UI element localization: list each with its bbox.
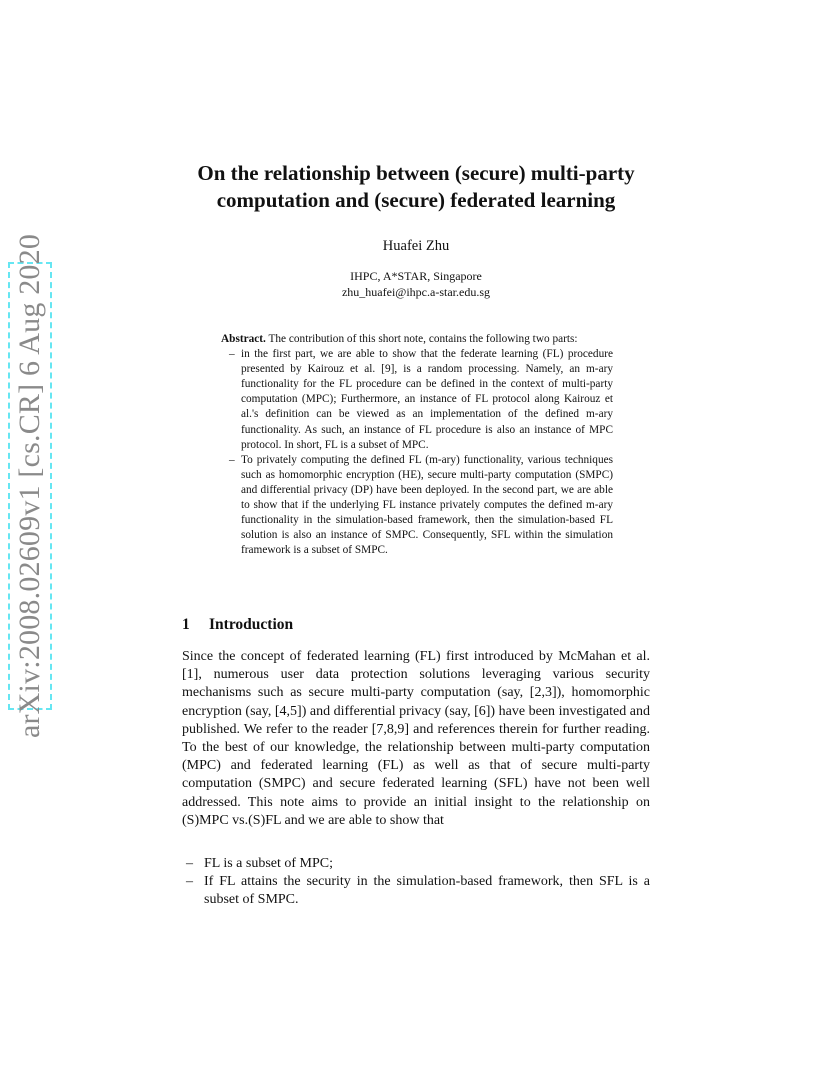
paper-title: On the relationship between (secure) multi-party computation and (secure) federated learning xyxy=(197,161,635,212)
affiliation: IHPC, A*STAR, Singapore xyxy=(350,269,482,283)
author-name: Huafei Zhu xyxy=(382,238,450,254)
contribution-text: FL is a subset of MPC; xyxy=(204,856,333,871)
dash-marker: – xyxy=(186,856,193,871)
abstract xyxy=(221,332,613,558)
arxiv-identifier[interactable]: arXiv:2008.02609v1 [cs.CR] 6 Aug 2020 xyxy=(13,233,46,739)
section-number: 1 xyxy=(182,616,190,633)
arxiv-stamp xyxy=(8,233,52,739)
dash-marker: – xyxy=(186,874,193,890)
abstract-item-text: To privately computing the defined FL (m-ary) functionality, various techniques such as homomorphic encryption (HE), secure multi-party computation (SMPC) and differential privacy (DP) have been deployed. In the second part, we are able to show that if the underlying FL instance privately computes the defined m-ary functionality in the simulation-based framework, then the simulation-based FL solution is also an instance of SMPC. Consequently, SFL within the simulation framework is a subset of SMPC. xyxy=(241,453,613,557)
section-title: Introduction xyxy=(209,616,294,633)
contribution-list xyxy=(182,855,650,910)
abstract-list xyxy=(221,347,613,558)
author-email[interactable]: zhu_huafei@ihpc.a-star.edu.sg xyxy=(341,285,490,299)
contribution-text: If FL attains the security in the simulation-based framework, then SFL is a subset of SMPC. xyxy=(204,874,650,908)
contribution-item-2 xyxy=(182,873,650,909)
abstract-item-text: in the first part, we are able to show that the federate learning (FL) procedure presented by Kairouz et al. [9], is a random processing. Namely, an m-ary functionality for the FL procedure can be defined in the context of multi-party computation (MPC); Furthermore, an instance of FL protocol along Kairouz et al.'s definition can be viewed as an implementation of the defined m-ary functionality. As such, an instance of FL procedure is also an instance of MPC protocol. In short, FL is a subset of MPC. xyxy=(241,348,613,451)
section-heading xyxy=(182,616,293,634)
abstract-label: Abstract. xyxy=(221,333,266,345)
abstract-intro xyxy=(221,332,613,347)
dash-marker: – xyxy=(229,348,235,361)
author-affiliation-block xyxy=(150,268,682,300)
abstract-item-2 xyxy=(221,453,613,559)
intro-paragraph: Since the concept of federated learning (FL) first introduced by McMahan et al. [1], numerous user data protection solutions leveraging various security mechanisms such as secure multi-party computation (say, [2,3]), homomorphic encryption (say, [4,5]) and differential privacy (say, [6]) have been investigated and published. We refer to the reader [7,8,9] and references therein for further reading. To the best of our knowledge, the relationship between multi-party computation (MPC) and federated learning (FL) as well as that of secure multi-party computation (SMPC) and secure federated learning (SFL) have not been well addressed. This note aims to provide an initial insight to the relationship on (S)MPC vs.(S)FL and we are able to show that xyxy=(182,649,650,828)
dash-marker: – xyxy=(229,453,235,466)
contribution-item-1 xyxy=(182,855,650,873)
abstract-intro-text: The contribution of this short note, contains the following two parts: xyxy=(268,333,578,345)
abstract-item-1 xyxy=(221,347,613,453)
